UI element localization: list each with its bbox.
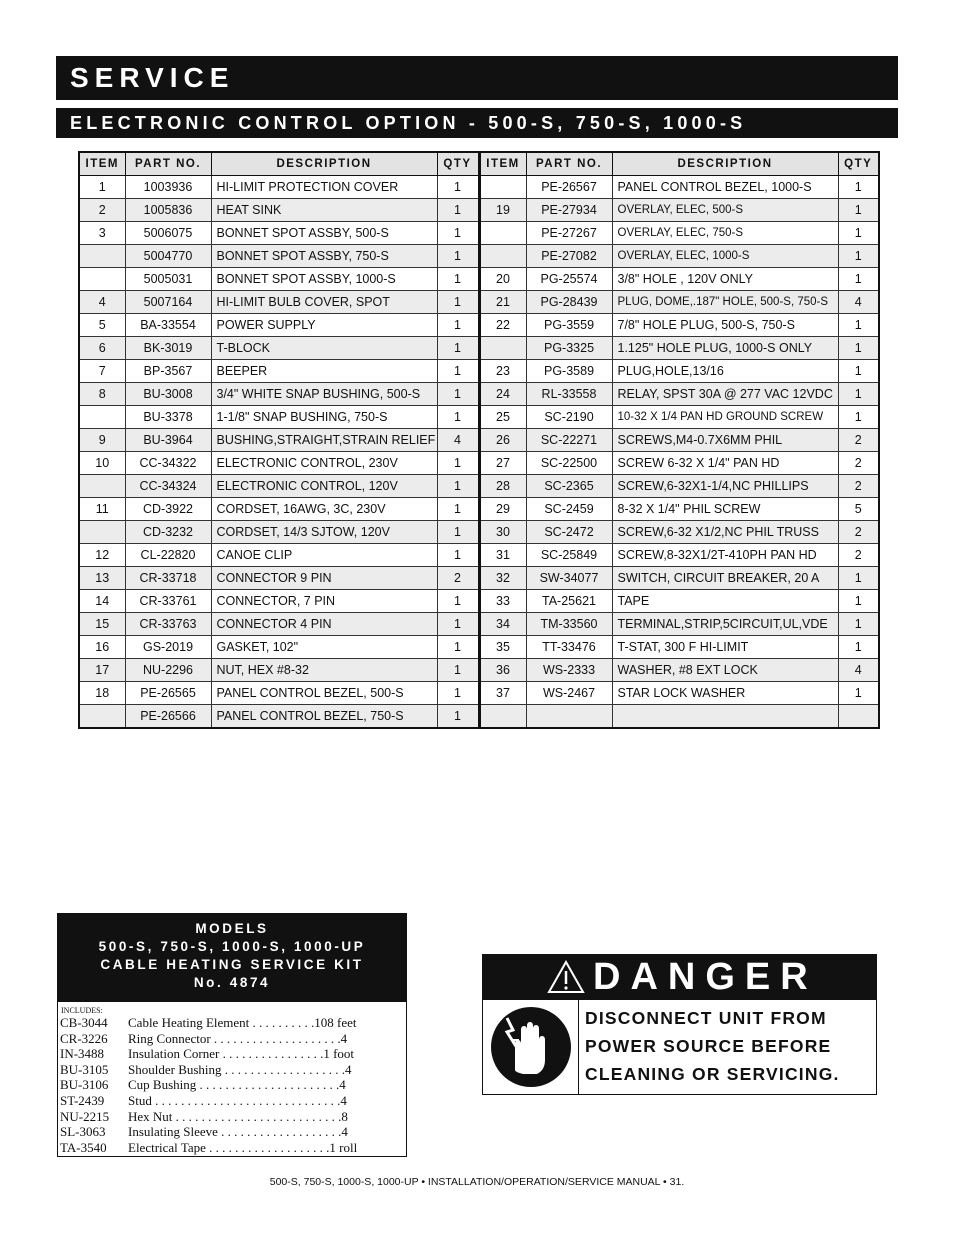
qty-cell: 1 bbox=[437, 498, 479, 521]
qty-cell: 2 bbox=[838, 429, 879, 452]
item-cell: 3 bbox=[79, 222, 125, 245]
part-no-cell: NU-2296 bbox=[125, 659, 211, 682]
qty-cell: 1 bbox=[437, 705, 479, 729]
qty-cell: 4 bbox=[437, 429, 479, 452]
kit-item bbox=[60, 1109, 406, 1125]
qty-cell: 1 bbox=[437, 222, 479, 245]
qty-cell: 1 bbox=[437, 636, 479, 659]
col-header-description: DESCRIPTION bbox=[211, 152, 437, 176]
item-cell: 26 bbox=[479, 429, 526, 452]
qty-cell: 1 bbox=[437, 475, 479, 498]
description-cell: ELECTRONIC CONTROL, 120V bbox=[211, 475, 437, 498]
part-no-cell: RL-33558 bbox=[526, 383, 612, 406]
part-no-cell: CL-22820 bbox=[125, 544, 211, 567]
item-cell: 27 bbox=[479, 452, 526, 475]
description-cell: 3/8" HOLE , 120V ONLY bbox=[612, 268, 838, 291]
item-cell: 7 bbox=[79, 360, 125, 383]
description-cell: 1-1/8" SNAP BUSHING, 750-S bbox=[211, 406, 437, 429]
item-cell: 36 bbox=[479, 659, 526, 682]
kit-item bbox=[60, 1015, 406, 1031]
item-cell: 10 bbox=[79, 452, 125, 475]
part-no-cell: TT-33476 bbox=[526, 636, 612, 659]
qty-cell: 1 bbox=[838, 590, 879, 613]
part-no-cell: SC-2472 bbox=[526, 521, 612, 544]
danger-message bbox=[585, 1004, 840, 1088]
part-no-cell: PE-27267 bbox=[526, 222, 612, 245]
qty-cell: 4 bbox=[838, 659, 879, 682]
danger-message-line: DISCONNECT UNIT FROM bbox=[585, 1008, 827, 1028]
part-no-cell: TA-25621 bbox=[526, 590, 612, 613]
description-cell: TERMINAL,STRIP,5CIRCUIT,UL,VDE bbox=[612, 613, 838, 636]
electric-shock-hand-icon bbox=[483, 1000, 579, 1094]
qty-cell: 1 bbox=[437, 383, 479, 406]
danger-message-line: POWER SOURCE BEFORE bbox=[585, 1036, 832, 1056]
qty-cell: 1 bbox=[838, 383, 879, 406]
part-no-cell: SC-2365 bbox=[526, 475, 612, 498]
kit-item bbox=[60, 1062, 406, 1078]
qty-cell: 1 bbox=[437, 613, 479, 636]
description-cell: CONNECTOR 4 PIN bbox=[211, 613, 437, 636]
description-cell: T-BLOCK bbox=[211, 337, 437, 360]
qty-cell: 1 bbox=[838, 176, 879, 199]
part-no-cell: 1003936 bbox=[125, 176, 211, 199]
kit-header-line: MODELS bbox=[195, 921, 269, 936]
part-no-cell: CD-3922 bbox=[125, 498, 211, 521]
col-header-item: ITEM bbox=[79, 152, 125, 176]
part-no-cell: CC-34322 bbox=[125, 452, 211, 475]
table-row bbox=[79, 613, 879, 636]
kit-item-part-no: BU-3106 bbox=[60, 1077, 109, 1093]
item-cell: 31 bbox=[479, 544, 526, 567]
item-cell bbox=[479, 222, 526, 245]
description-cell: GASKET, 102" bbox=[211, 636, 437, 659]
item-cell: 14 bbox=[79, 590, 125, 613]
item-cell: 20 bbox=[479, 268, 526, 291]
table-row bbox=[79, 360, 879, 383]
qty-cell: 1 bbox=[838, 636, 879, 659]
part-no-cell bbox=[526, 705, 612, 729]
description-cell: 8-32 X 1/4" PHIL SCREW bbox=[612, 498, 838, 521]
kit-item-part-no: TA-3540 bbox=[60, 1139, 107, 1155]
col-header-item: ITEM bbox=[479, 152, 526, 176]
item-cell: 33 bbox=[479, 590, 526, 613]
description-cell bbox=[612, 705, 838, 729]
part-no-cell: CR-33763 bbox=[125, 613, 211, 636]
description-cell: 10-32 X 1/4 PAN HD GROUND SCREW bbox=[612, 406, 838, 429]
part-no-cell: BU-3378 bbox=[125, 406, 211, 429]
col-header-qty: QTY bbox=[437, 152, 479, 176]
item-cell bbox=[79, 406, 125, 429]
table-row bbox=[79, 498, 879, 521]
description-cell: BEEPER bbox=[211, 360, 437, 383]
item-cell: 6 bbox=[79, 337, 125, 360]
item-cell: 37 bbox=[479, 682, 526, 705]
qty-cell: 1 bbox=[437, 360, 479, 383]
table-row bbox=[79, 199, 879, 222]
item-cell: 32 bbox=[479, 567, 526, 590]
part-no-cell: SC-2459 bbox=[526, 498, 612, 521]
description-cell: TAPE bbox=[612, 590, 838, 613]
description-cell: SCREW,6-32X1-1/4,NC PHILLIPS bbox=[612, 475, 838, 498]
item-cell: 35 bbox=[479, 636, 526, 659]
table-row bbox=[79, 337, 879, 360]
kit-item-description: Insulating Sleeve . . . . . . . . . . . . . . . . . . .4 bbox=[128, 1124, 348, 1140]
qty-cell: 1 bbox=[437, 452, 479, 475]
part-no-cell: SC-2190 bbox=[526, 406, 612, 429]
item-cell: 30 bbox=[479, 521, 526, 544]
page-footer: 500-S, 750-S, 1000-S, 1000-UP • INSTALLATION/OPERATION/SERVICE MANUAL • 31. bbox=[269, 1176, 685, 1188]
description-cell: ELECTRONIC CONTROL, 230V bbox=[211, 452, 437, 475]
item-cell: 1 bbox=[79, 176, 125, 199]
part-no-cell: SC-22500 bbox=[526, 452, 612, 475]
part-no-cell: BP-3567 bbox=[125, 360, 211, 383]
part-no-cell: PG-25574 bbox=[526, 268, 612, 291]
table-row bbox=[79, 222, 879, 245]
description-cell: STAR LOCK WASHER bbox=[612, 682, 838, 705]
qty-cell: 1 bbox=[838, 268, 879, 291]
kit-item-part-no: BU-3105 bbox=[60, 1061, 109, 1077]
subsection-banner: ELECTRONIC CONTROL OPTION - 500-S, 750-S, 1000-S bbox=[56, 108, 898, 138]
item-cell bbox=[79, 705, 125, 729]
table-row bbox=[79, 383, 879, 406]
table-row bbox=[79, 659, 879, 682]
part-no-cell: BU-3964 bbox=[125, 429, 211, 452]
part-no-cell: CR-33718 bbox=[125, 567, 211, 590]
item-cell: 17 bbox=[79, 659, 125, 682]
item-cell: 23 bbox=[479, 360, 526, 383]
description-cell: CONNECTOR, 7 PIN bbox=[211, 590, 437, 613]
kit-item-description: Cup Bushing . . . . . . . . . . . . . . . . . . . . . .4 bbox=[128, 1077, 346, 1093]
part-no-cell: 5004770 bbox=[125, 245, 211, 268]
description-cell: 7/8" HOLE PLUG, 500-S, 750-S bbox=[612, 314, 838, 337]
item-cell: 22 bbox=[479, 314, 526, 337]
table-row bbox=[79, 475, 879, 498]
item-cell bbox=[479, 176, 526, 199]
qty-cell: 1 bbox=[838, 613, 879, 636]
kit-header-line: CABLE HEATING SERVICE KIT bbox=[100, 957, 364, 972]
table-row bbox=[79, 176, 879, 199]
part-no-cell: PG-3589 bbox=[526, 360, 612, 383]
qty-cell: 1 bbox=[437, 199, 479, 222]
description-cell: SCREW,6-32 X1/2,NC PHIL TRUSS bbox=[612, 521, 838, 544]
description-cell: BUSHING,STRAIGHT,STRAIN RELIEF bbox=[211, 429, 437, 452]
item-cell: 9 bbox=[79, 429, 125, 452]
part-no-cell: CD-3232 bbox=[125, 521, 211, 544]
part-no-cell: PE-27934 bbox=[526, 199, 612, 222]
kit-item-description: Stud . . . . . . . . . . . . . . . . . . . . . . . . . . . . .4 bbox=[128, 1092, 347, 1108]
description-cell: NUT, HEX #8-32 bbox=[211, 659, 437, 682]
kit-item-description: Insulation Corner . . . . . . . . . . . . . . . .1 foot bbox=[128, 1046, 355, 1062]
description-cell: SCREWS,M4-0.7X6MM PHIL bbox=[612, 429, 838, 452]
qty-cell: 1 bbox=[838, 199, 879, 222]
part-no-cell: WS-2467 bbox=[526, 682, 612, 705]
qty-cell: 1 bbox=[437, 659, 479, 682]
qty-cell: 1 bbox=[838, 337, 879, 360]
table-row bbox=[79, 567, 879, 590]
item-cell: 16 bbox=[79, 636, 125, 659]
qty-cell: 2 bbox=[838, 452, 879, 475]
part-no-cell: PG-28439 bbox=[526, 291, 612, 314]
item-cell: 8 bbox=[79, 383, 125, 406]
table-row bbox=[79, 314, 879, 337]
item-cell: 5 bbox=[79, 314, 125, 337]
danger-header bbox=[483, 955, 876, 1000]
qty-cell: 2 bbox=[838, 475, 879, 498]
col-header-part-no: PART NO. bbox=[125, 152, 211, 176]
table-row bbox=[79, 682, 879, 705]
hand-icon-box bbox=[483, 1000, 579, 1094]
kit-item bbox=[60, 1093, 406, 1109]
item-cell: 28 bbox=[479, 475, 526, 498]
parts-table-header bbox=[79, 152, 879, 176]
part-no-cell: PG-3325 bbox=[526, 337, 612, 360]
table-row bbox=[79, 268, 879, 291]
service-kit-box bbox=[57, 913, 407, 1157]
part-no-cell: BK-3019 bbox=[125, 337, 211, 360]
item-cell: 29 bbox=[479, 498, 526, 521]
col-header-qty: QTY bbox=[838, 152, 879, 176]
description-cell: BONNET SPOT ASSBY, 500-S bbox=[211, 222, 437, 245]
part-no-cell: 1005836 bbox=[125, 199, 211, 222]
kit-item bbox=[60, 1124, 406, 1140]
item-cell bbox=[479, 705, 526, 729]
part-no-cell: PG-3559 bbox=[526, 314, 612, 337]
kit-item-part-no: SL-3063 bbox=[60, 1124, 106, 1140]
table-row bbox=[79, 429, 879, 452]
part-no-cell: TM-33560 bbox=[526, 613, 612, 636]
description-cell: OVERLAY, ELEC, 750-S bbox=[612, 222, 838, 245]
item-cell bbox=[79, 268, 125, 291]
qty-cell: 1 bbox=[437, 268, 479, 291]
item-cell: 19 bbox=[479, 199, 526, 222]
item-cell: 25 bbox=[479, 406, 526, 429]
table-row bbox=[79, 590, 879, 613]
qty-cell: 5 bbox=[838, 498, 879, 521]
item-cell bbox=[79, 521, 125, 544]
kit-item-part-no: NU-2215 bbox=[60, 1108, 110, 1124]
table-row bbox=[79, 636, 879, 659]
kit-item-part-no: CB-3044 bbox=[60, 1015, 108, 1030]
part-no-cell: GS-2019 bbox=[125, 636, 211, 659]
parts-table bbox=[78, 151, 880, 729]
col-header-description: DESCRIPTION bbox=[612, 152, 838, 176]
kit-header-line: 500-S, 750-S, 1000-S, 1000-UP bbox=[98, 939, 366, 954]
description-cell: 1.125" HOLE PLUG, 1000-S ONLY bbox=[612, 337, 838, 360]
part-no-cell: CC-34324 bbox=[125, 475, 211, 498]
danger-title: DANGER bbox=[593, 956, 818, 998]
kit-item bbox=[60, 1077, 406, 1093]
description-cell: PANEL CONTROL BEZEL, 500-S bbox=[211, 682, 437, 705]
description-cell: POWER SUPPLY bbox=[211, 314, 437, 337]
qty-cell: 1 bbox=[437, 521, 479, 544]
kit-includes-label: INCLUDES: bbox=[61, 1006, 103, 1015]
table-row bbox=[79, 245, 879, 268]
qty-cell: 1 bbox=[838, 682, 879, 705]
qty-cell: 1 bbox=[437, 314, 479, 337]
item-cell: 21 bbox=[479, 291, 526, 314]
part-no-cell: PE-26567 bbox=[526, 176, 612, 199]
item-cell: 12 bbox=[79, 544, 125, 567]
description-cell: BONNET SPOT ASSBY, 750-S bbox=[211, 245, 437, 268]
kit-item-part-no: IN-3488 bbox=[60, 1046, 105, 1062]
description-cell: HEAT SINK bbox=[211, 199, 437, 222]
qty-cell: 2 bbox=[838, 544, 879, 567]
qty-cell: 1 bbox=[437, 682, 479, 705]
qty-cell: 2 bbox=[437, 567, 479, 590]
description-cell: PLUG, DOME,.187" HOLE, 500-S, 750-S bbox=[612, 291, 838, 314]
item-cell: 34 bbox=[479, 613, 526, 636]
description-cell: 3/4" WHITE SNAP BUSHING, 500-S bbox=[211, 383, 437, 406]
description-cell: OVERLAY, ELEC, 500-S bbox=[612, 199, 838, 222]
qty-cell: 4 bbox=[838, 291, 879, 314]
qty-cell: 1 bbox=[838, 567, 879, 590]
description-cell: HI-LIMIT BULB COVER, SPOT bbox=[211, 291, 437, 314]
item-cell: 15 bbox=[79, 613, 125, 636]
part-no-cell: BU-3008 bbox=[125, 383, 211, 406]
kit-item-part-no: ST-2439 bbox=[60, 1092, 105, 1108]
qty-cell: 2 bbox=[838, 521, 879, 544]
qty-cell: 1 bbox=[437, 245, 479, 268]
part-no-cell: SC-22271 bbox=[526, 429, 612, 452]
item-cell: 4 bbox=[79, 291, 125, 314]
description-cell: PANEL CONTROL BEZEL, 750-S bbox=[211, 705, 437, 729]
qty-cell: 1 bbox=[437, 176, 479, 199]
item-cell: 18 bbox=[79, 682, 125, 705]
description-cell: BONNET SPOT ASSBY, 1000-S bbox=[211, 268, 437, 291]
item-cell bbox=[79, 475, 125, 498]
kit-item bbox=[60, 1046, 406, 1062]
part-no-cell: SW-34077 bbox=[526, 567, 612, 590]
part-no-cell: 5007164 bbox=[125, 291, 211, 314]
table-row bbox=[79, 452, 879, 475]
section-banner: SERVICE bbox=[56, 56, 898, 100]
danger-body bbox=[483, 1000, 876, 1094]
kit-item-description: Hex Nut . . . . . . . . . . . . . . . . . . . . . . . . . .8 bbox=[128, 1108, 348, 1124]
part-no-cell: CR-33761 bbox=[125, 590, 211, 613]
qty-cell: 1 bbox=[437, 291, 479, 314]
part-no-cell: PE-26565 bbox=[125, 682, 211, 705]
kit-item-part-no: CR-3226 bbox=[60, 1030, 108, 1046]
table-row bbox=[79, 705, 879, 729]
qty-cell bbox=[838, 705, 879, 729]
item-cell: 11 bbox=[79, 498, 125, 521]
qty-cell: 1 bbox=[838, 222, 879, 245]
description-cell: HI-LIMIT PROTECTION COVER bbox=[211, 176, 437, 199]
description-cell: OVERLAY, ELEC, 1000-S bbox=[612, 245, 838, 268]
item-cell: 2 bbox=[79, 199, 125, 222]
qty-cell: 1 bbox=[437, 544, 479, 567]
description-cell: RELAY, SPST 30A @ 277 VAC 12VDC bbox=[612, 383, 838, 406]
item-cell: 13 bbox=[79, 567, 125, 590]
kit-header-line: No. 4874 bbox=[193, 975, 271, 990]
description-cell: PANEL CONTROL BEZEL, 1000-S bbox=[612, 176, 838, 199]
part-no-cell: PE-26566 bbox=[125, 705, 211, 729]
qty-cell: 1 bbox=[437, 337, 479, 360]
kit-item-description: Cable Heating Element . . . . . . . . . .108 feet bbox=[128, 1015, 357, 1030]
description-cell: PLUG,HOLE,13/16 bbox=[612, 360, 838, 383]
warning-triangle-icon bbox=[547, 960, 585, 994]
kit-item-description: Ring Connector . . . . . . . . . . . . . . . . . . . .4 bbox=[128, 1030, 348, 1046]
item-cell bbox=[479, 337, 526, 360]
part-no-cell: 5005031 bbox=[125, 268, 211, 291]
table-row bbox=[79, 406, 879, 429]
part-no-cell: PE-27082 bbox=[526, 245, 612, 268]
description-cell: CORDSET, 14/3 SJTOW, 120V bbox=[211, 521, 437, 544]
part-no-cell: WS-2333 bbox=[526, 659, 612, 682]
item-cell bbox=[479, 245, 526, 268]
part-no-cell: SC-25849 bbox=[526, 544, 612, 567]
table-row bbox=[79, 544, 879, 567]
kit-item bbox=[60, 1140, 406, 1156]
kit-item-description: Shoulder Bushing . . . . . . . . . . . . . . . . . . .4 bbox=[128, 1061, 352, 1077]
description-cell: CORDSET, 16AWG, 3C, 230V bbox=[211, 498, 437, 521]
description-cell: CONNECTOR 9 PIN bbox=[211, 567, 437, 590]
qty-cell: 1 bbox=[838, 360, 879, 383]
qty-cell: 1 bbox=[838, 314, 879, 337]
part-no-cell: BA-33554 bbox=[125, 314, 211, 337]
kit-item-list bbox=[60, 1015, 406, 1155]
qty-cell: 1 bbox=[838, 406, 879, 429]
qty-cell: 1 bbox=[437, 406, 479, 429]
kit-item bbox=[60, 1031, 406, 1047]
service-kit-header bbox=[58, 914, 406, 1002]
table-row bbox=[79, 521, 879, 544]
kit-item-description: Electrical Tape . . . . . . . . . . . . . . . . . . .1 roll bbox=[128, 1139, 358, 1155]
col-header-part-no: PART NO. bbox=[526, 152, 612, 176]
qty-cell: 1 bbox=[437, 590, 479, 613]
description-cell: SWITCH, CIRCUIT BREAKER, 20 A bbox=[612, 567, 838, 590]
description-cell: WASHER, #8 EXT LOCK bbox=[612, 659, 838, 682]
qty-cell: 1 bbox=[838, 245, 879, 268]
description-cell: SCREW,8-32X1/2T-410PH PAN HD bbox=[612, 544, 838, 567]
table-row bbox=[79, 291, 879, 314]
danger-message-line: CLEANING OR SERVICING. bbox=[585, 1064, 840, 1084]
part-no-cell: 5006075 bbox=[125, 222, 211, 245]
danger-warning-box bbox=[482, 954, 877, 1095]
description-cell: SCREW 6-32 X 1/4" PAN HD bbox=[612, 452, 838, 475]
item-cell bbox=[79, 245, 125, 268]
description-cell: T-STAT, 300 F HI-LIMIT bbox=[612, 636, 838, 659]
item-cell: 24 bbox=[479, 383, 526, 406]
description-cell: CANOE CLIP bbox=[211, 544, 437, 567]
